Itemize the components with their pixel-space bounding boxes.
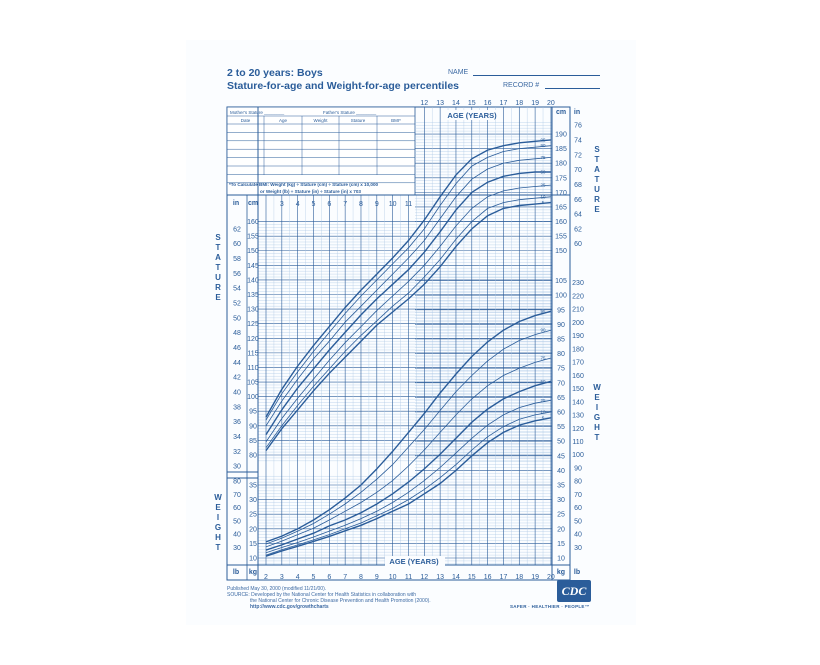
svg-text:110: 110 [247,364,259,372]
svg-text:80: 80 [233,478,241,486]
svg-text:19: 19 [531,574,540,581]
weight-side-label-left: W E I G H T [214,493,222,552]
svg-text:120: 120 [247,335,259,343]
svg-text:16: 16 [483,574,492,581]
svg-text:46: 46 [233,345,241,353]
svg-text:120: 120 [572,425,584,433]
svg-text:45: 45 [557,453,565,461]
svg-text:15: 15 [249,540,257,548]
svg-text:90: 90 [540,143,546,149]
svg-text:150: 150 [555,248,567,256]
svg-text:55: 55 [557,424,565,432]
svg-text:lb: lb [232,569,240,576]
svg-text:160: 160 [247,219,259,227]
svg-text:62: 62 [574,226,582,234]
svg-text:180: 180 [572,346,584,354]
svg-text:Date: Date [240,118,251,123]
svg-text:Father's Stature ________: Father's Stature ________ [323,110,377,115]
svg-text:72: 72 [574,152,582,160]
svg-text:5: 5 [541,415,545,421]
svg-text:8: 8 [359,574,363,581]
svg-text:3: 3 [279,201,284,208]
svg-text:18: 18 [515,574,524,581]
svg-text:15: 15 [557,540,565,548]
svg-text:12: 12 [420,100,429,107]
svg-text:15: 15 [467,574,476,581]
svg-text:75: 75 [557,365,565,373]
svg-text:130: 130 [572,412,584,420]
svg-text:20: 20 [547,100,555,107]
svg-text:105: 105 [555,278,567,286]
svg-text:75: 75 [540,355,546,361]
svg-text:40: 40 [557,467,565,475]
svg-text:135: 135 [247,292,259,300]
svg-text:14: 14 [452,574,460,581]
svg-text:4: 4 [295,574,300,581]
weight-side-label-right: W E I G H T [593,383,601,442]
svg-text:50: 50 [574,518,582,526]
svg-text:30: 30 [233,544,241,552]
svg-text:150: 150 [247,248,259,256]
svg-text:80: 80 [574,478,582,486]
svg-text:4: 4 [295,201,300,208]
chart-title-age-range: 2 to 20 years: Boys [227,67,323,79]
svg-text:50: 50 [540,169,546,175]
svg-text:32: 32 [233,448,241,456]
svg-text:42: 42 [233,374,241,382]
svg-text:20: 20 [557,526,565,534]
svg-text:25: 25 [540,397,546,403]
svg-text:10: 10 [540,409,546,415]
svg-text:5: 5 [541,200,545,206]
svg-text:36: 36 [233,419,241,427]
svg-text:56: 56 [233,270,241,278]
svg-text:170: 170 [572,359,584,367]
svg-text:190: 190 [572,333,584,341]
svg-text:64: 64 [574,211,582,219]
svg-text:BMI*: BMI* [391,118,401,123]
svg-text:60: 60 [557,409,565,417]
svg-text:95: 95 [249,408,257,416]
svg-text:50: 50 [540,378,546,384]
svg-text:180: 180 [555,160,567,168]
svg-text:5: 5 [311,574,316,581]
svg-text:65: 65 [557,394,565,402]
svg-text:50: 50 [233,518,241,526]
svg-text:58: 58 [233,256,241,264]
footer-source-cont: the National Center for Chronic Disease Prevention and Health Promotion (2000). [250,598,431,604]
svg-text:50: 50 [557,438,565,446]
svg-text:34: 34 [233,433,241,441]
svg-text:13: 13 [436,100,445,107]
svg-text:230: 230 [572,280,584,288]
svg-text:80: 80 [557,351,565,359]
svg-text:74: 74 [574,137,582,145]
svg-text:*To Calculate BMI: Weight (kg): *To Calculate BMI: Weight (kg) ÷ Stature (cm) ÷ Stature (cm) x 10,000 [229,182,379,187]
svg-text:40: 40 [233,531,241,539]
svg-text:7: 7 [343,574,348,581]
svg-text:70: 70 [574,491,582,499]
svg-text:155: 155 [247,233,259,241]
svg-text:30: 30 [233,463,241,471]
svg-text:76: 76 [574,122,582,130]
svg-text:90: 90 [557,321,565,329]
svg-text:100: 100 [247,394,259,402]
svg-text:155: 155 [555,233,567,241]
svg-text:115: 115 [247,350,259,358]
svg-text:90: 90 [540,327,546,333]
svg-text:200: 200 [572,319,584,327]
svg-text:130: 130 [247,306,259,314]
svg-text:kg: kg [556,569,566,576]
svg-text:20: 20 [249,526,257,534]
svg-text:100: 100 [555,292,567,300]
svg-text:95: 95 [557,307,565,315]
svg-text:25: 25 [249,511,257,519]
svg-text:Mother's Stature ________: Mother's Stature ________ [230,110,285,115]
svg-text:40: 40 [574,531,582,539]
svg-text:48: 48 [233,330,241,338]
svg-text:52: 52 [233,300,241,308]
svg-text:70: 70 [233,491,241,499]
svg-text:75: 75 [540,154,546,160]
svg-text:AGE (YEARS): AGE (YEARS) [389,557,439,566]
svg-text:70: 70 [557,380,565,388]
svg-text:17: 17 [499,574,508,581]
svg-text:35: 35 [249,482,257,490]
svg-text:90: 90 [249,423,257,431]
svg-text:100: 100 [572,452,584,460]
svg-text:10: 10 [540,194,546,200]
stature-side-label-left: S T A T U R E [215,233,221,302]
svg-text:66: 66 [574,196,582,204]
svg-text:7: 7 [343,201,348,208]
svg-text:14: 14 [452,100,460,107]
svg-text:175: 175 [555,175,567,183]
stature-side-label-right: S T A T U R E [594,145,600,214]
svg-text:5: 5 [311,201,316,208]
svg-text:170: 170 [555,189,567,197]
name-label: NAME [448,69,469,76]
svg-text:160: 160 [572,372,584,380]
svg-text:62: 62 [233,226,241,234]
svg-text:Weight: Weight [313,118,328,123]
svg-text:9: 9 [374,201,379,208]
svg-text:220: 220 [572,293,584,301]
svg-text:AGE (YEARS): AGE (YEARS) [447,111,497,120]
svg-text:9: 9 [374,574,379,581]
svg-text:105: 105 [247,379,259,387]
svg-text:3: 3 [279,574,284,581]
svg-text:60: 60 [233,505,241,513]
svg-text:40: 40 [233,389,241,397]
svg-text:95: 95 [540,308,546,314]
svg-text:185: 185 [555,146,567,154]
cdc-tagline: SAFER · HEALTHIER · PEOPLE™ [510,604,590,609]
svg-text:145: 145 [247,262,259,270]
svg-text:30: 30 [574,544,582,552]
svg-text:10: 10 [557,555,565,563]
svg-text:18: 18 [515,100,524,107]
svg-text:2: 2 [264,574,268,581]
svg-text:12: 12 [420,574,429,581]
svg-text:54: 54 [233,285,241,293]
svg-text:6: 6 [327,574,332,581]
svg-text:140: 140 [572,399,584,407]
svg-text:11: 11 [404,574,413,581]
svg-text:kg: kg [248,569,258,576]
footer-published: Published May 30, 2000 (modified 11/21/00). [227,586,327,592]
svg-text:25: 25 [540,182,546,188]
svg-text:cm: cm [247,200,259,207]
svg-text:160: 160 [555,219,567,227]
svg-text:60: 60 [574,241,582,249]
svg-text:17: 17 [499,100,508,107]
svg-text:10: 10 [388,201,397,208]
svg-text:50: 50 [233,315,241,323]
svg-text:10: 10 [249,555,257,563]
svg-text:30: 30 [249,497,257,505]
svg-text:90: 90 [574,465,582,473]
svg-text:80: 80 [249,452,257,460]
footer-url-link[interactable]: http://www.cdc.gov/growthcharts [250,604,329,610]
svg-text:11: 11 [404,201,413,208]
svg-text:165: 165 [555,204,567,212]
svg-text:25: 25 [557,511,565,519]
svg-text:60: 60 [233,241,241,249]
svg-text:10: 10 [388,574,397,581]
svg-text:95: 95 [540,137,546,143]
svg-text:19: 19 [531,100,540,107]
svg-text:6: 6 [327,201,332,208]
svg-text:in: in [232,200,240,207]
svg-text:210: 210 [572,306,584,314]
svg-text:35: 35 [557,482,565,490]
svg-text:44: 44 [233,359,241,367]
svg-text:85: 85 [249,437,257,445]
svg-text:110: 110 [572,439,584,447]
svg-text:68: 68 [574,181,582,189]
cdc-logo: CDC [557,580,591,602]
svg-text:Age: Age [278,118,288,123]
svg-text:38: 38 [233,404,241,412]
svg-text:lb: lb [573,569,581,576]
svg-text:190: 190 [555,131,567,139]
svg-text:16: 16 [483,100,492,107]
svg-text:15: 15 [467,100,476,107]
record-label: RECORD # [503,82,540,89]
svg-text:60: 60 [574,505,582,513]
svg-text:13: 13 [436,574,445,581]
footer-source: SOURCE: Developed by the National Center for Health Statistics in collaboration with [227,592,416,598]
svg-text:cm: cm [555,109,567,116]
svg-text:20: 20 [547,574,555,581]
svg-text:70: 70 [574,167,582,175]
svg-text:30: 30 [557,497,565,505]
svg-text:or Weight (lb) ÷ Stature (in): or Weight (lb) ÷ Stature (in) ÷ Stature (in) x 703 [260,189,361,194]
svg-text:Stature: Stature [350,118,366,123]
svg-text:150: 150 [572,386,584,394]
svg-text:in: in [573,109,581,116]
svg-text:8: 8 [359,201,363,208]
svg-text:85: 85 [557,336,565,344]
svg-text:125: 125 [247,321,259,329]
chart-title: Stature-for-age and Weight-for-age percentiles [227,80,460,92]
svg-text:140: 140 [247,277,259,285]
